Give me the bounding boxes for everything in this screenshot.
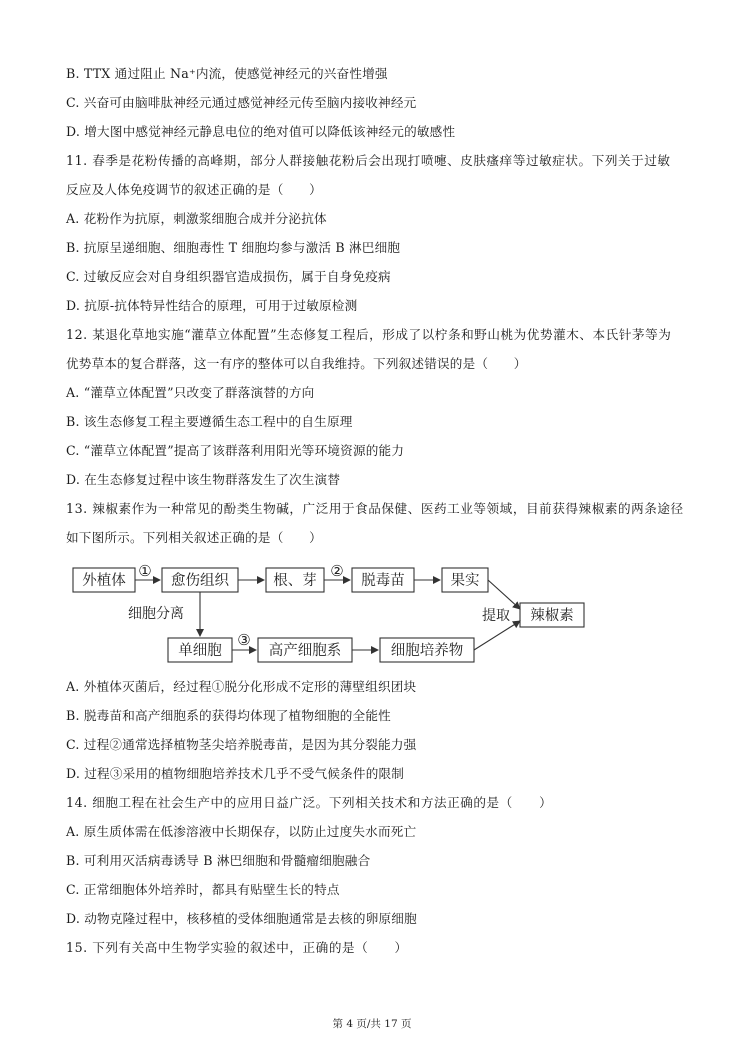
option-14a: A. 原生质体需在低渗溶液中长期保存，以防止过度失水而死亡 (66, 824, 417, 839)
label-extraction: 提取 (482, 608, 510, 624)
option-12c: C. “灌草立体配置”提高了该群落利用阳光等环境资源的能力 (66, 443, 405, 458)
option-13b: B. 脱毒苗和高产细胞系的获得均体现了植物细胞的全能性 (66, 708, 391, 723)
option-10d: D. 增大图中感觉神经元静息电位的绝对值可以降低该神经元的敏感性 (66, 124, 456, 139)
option-11a: A. 花粉作为抗原，刺激浆细胞合成并分泌抗体 (66, 211, 327, 226)
option-13c: C. 过程②通常选择植物茎尖培养脱毒苗，是因为其分裂能力强 (66, 737, 417, 752)
label-virus-free-seedling: 脱毒苗 (361, 573, 405, 589)
option-10c: C. 兴奋可由脑啡肽神经元通过感觉神经元传至脑内接收神经元 (66, 95, 417, 110)
option-14b: B. 可利用灭活病毒诱导 B 淋巴细胞和骨髓瘤细胞融合 (66, 853, 371, 868)
question-15-stem: 15. 下列有关高中生物学实验的叙述中，正确的是（ ） (66, 940, 408, 955)
label-callus: 愈伤组织 (171, 573, 229, 589)
question-12-stem: 12. 某退化草地实施“灌草立体配置”生态修复工程后，形成了以柠条和野山桃为优势灌木、本氏针茅等为 (66, 327, 672, 342)
marker-process-3: ③ (237, 631, 251, 649)
label-single-cell: 单细胞 (178, 643, 222, 659)
option-13d: D. 过程③采用的植物细胞培养技术几乎不受气候条件的限制 (66, 766, 405, 781)
page-footer: 第 4 页/共 17 页 (332, 1018, 412, 1030)
option-11d: D. 抗原-抗体特异性结合的原理，可用于过敏原检测 (66, 298, 358, 313)
question-13-stem-cont: 如下图所示。下列相关叙述正确的是（ ） (66, 530, 322, 545)
option-12a: A. “灌草立体配置”只改变了群落演替的方向 (66, 385, 315, 400)
option-11c: C. 过敏反应会对自身组织器官造成损伤，属于自身免疫病 (66, 269, 391, 284)
label-high-yield-cell-line: 高产细胞系 (268, 643, 342, 659)
question-11-stem-cont: 反应及人体免疫调节的叙述正确的是（ ） (66, 182, 322, 197)
question-11-stem: 11. 春季是花粉传播的高峰期，部分人群接触花粉后会出现打喷嚏、皮肤瘙痒等过敏症状。下列关于过敏 (66, 153, 671, 168)
option-12d: D. 在生态修复过程中该生物群落发生了次生演替 (66, 472, 341, 487)
option-13a: A. 外植体灭菌后，经过程①脱分化形成不定形的薄壁组织团块 (66, 679, 417, 694)
option-14d: D. 动物克隆过程中，核移植的受体细胞通常是去核的卵原细胞 (66, 911, 417, 926)
label-explant: 外植体 (82, 573, 126, 589)
label-root-shoot: 根、芽 (273, 573, 317, 589)
question-14-stem: 14. 细胞工程在社会生产中的应用日益广泛。下列相关技术和方法正确的是（ ） (66, 795, 553, 810)
label-capsaicin: 辣椒素 (530, 608, 574, 624)
label-cell-separation: 细胞分离 (128, 606, 184, 622)
label-fruit: 果实 (450, 573, 480, 589)
arrow-fruit-capsaicin (488, 580, 520, 609)
option-14c: C. 正常细胞体外培养时，都具有贴壁生长的特点 (66, 882, 340, 897)
option-11b: B. 抗原呈递细胞、细胞毒性 T 细胞均参与激活 B 淋巴细胞 (66, 240, 401, 255)
question-12-stem-cont: 优势草本的复合群落，这一有序的整体可以自我维持。下列叙述错误的是（ ） (66, 356, 527, 371)
marker-process-1: ① (138, 562, 152, 580)
marker-process-2: ② (330, 562, 344, 580)
arrow-culture-capsaicin (474, 621, 520, 650)
question-13-stem: 13. 辣椒素作为一种常见的酚类生物碱，广泛用于食品保健、医药工业等领域，目前获得辣椒素的两条途径 (66, 501, 684, 516)
option-12b: B. 该生态修复工程主要遵循生态工程中的自生原理 (66, 414, 353, 429)
label-cell-culture: 细胞培养物 (390, 643, 464, 659)
option-10b: B. TTX 通过阻止 Na⁺内流，使感觉神经元的兴奋性增强 (66, 66, 388, 81)
